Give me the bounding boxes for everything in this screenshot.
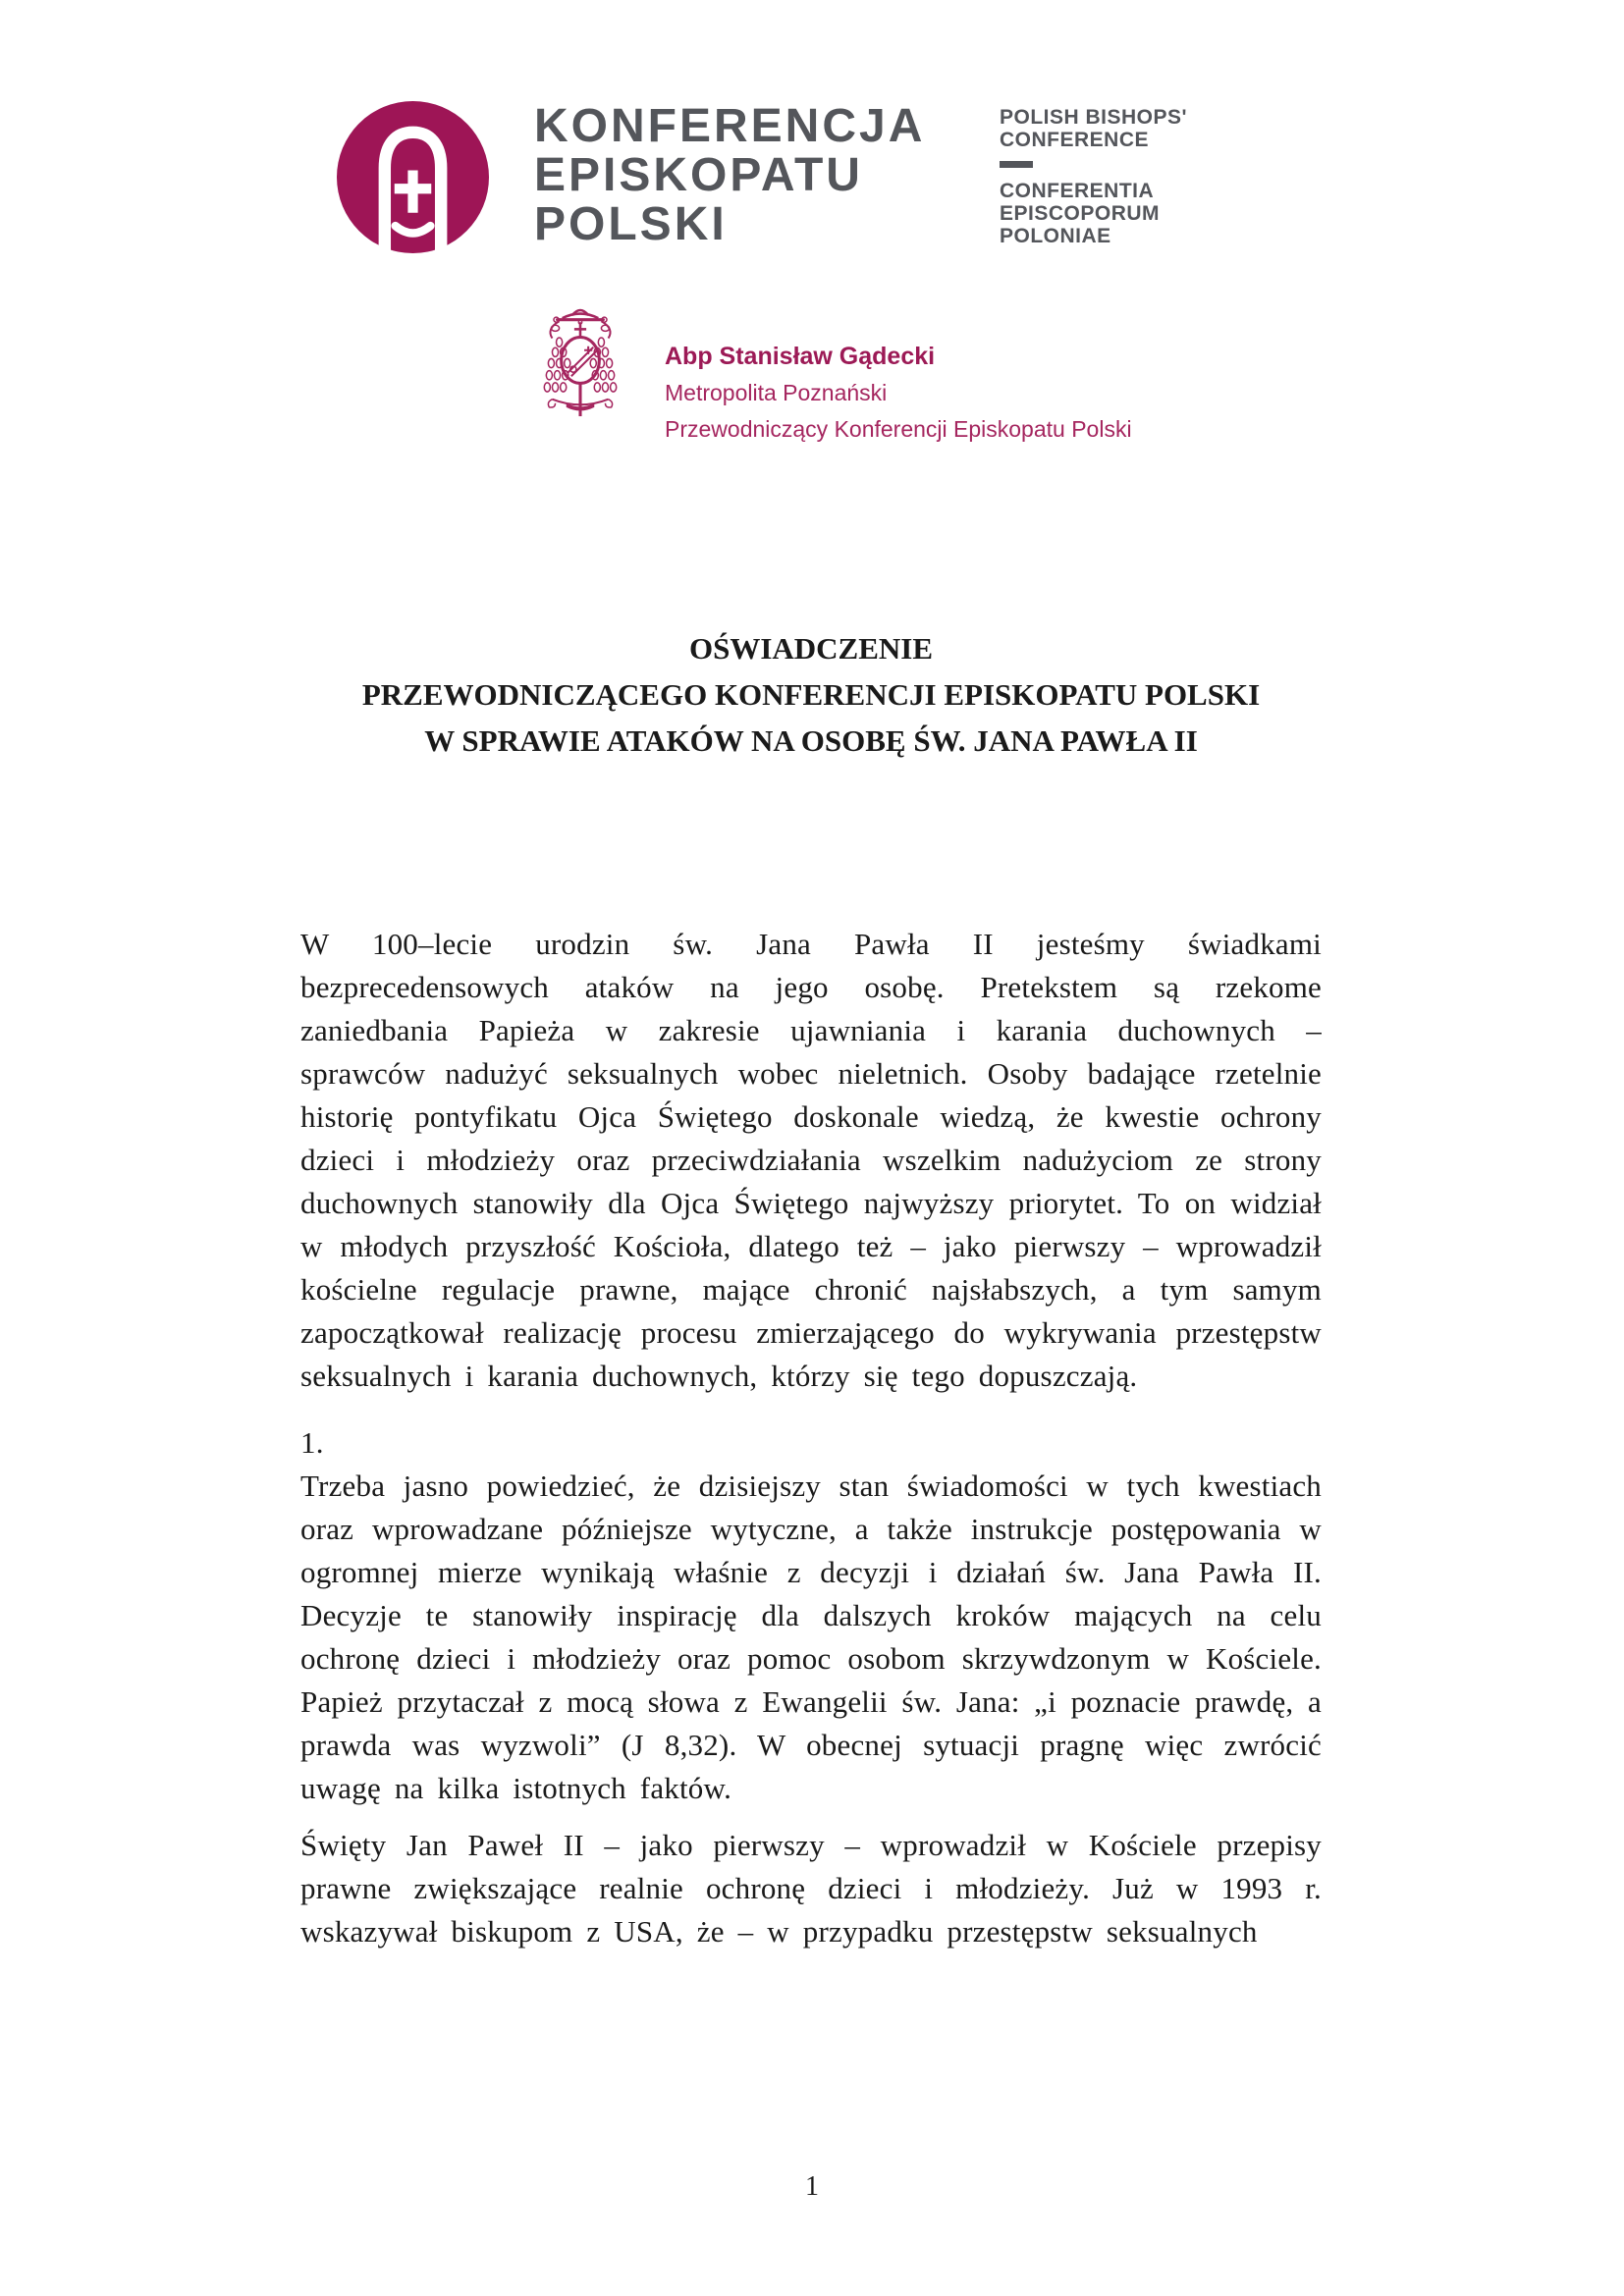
international-names-block (1000, 106, 1187, 247)
english-name-line: CONFERENCE (1000, 129, 1150, 151)
wordmark-line: POLSKI (534, 198, 728, 250)
byline-block (665, 339, 1132, 448)
divider-bar (1000, 161, 1033, 168)
title-line-2: PRZEWODNICZĄCEGO KONFERENCJI EPISKOPATU POLSKI (361, 677, 1261, 712)
author-role-1: Metropolita Poznański (665, 380, 888, 405)
latin-name-line: EPISCOPORUM (1000, 202, 1161, 225)
author-role-2: Przewodniczący Konferencji Episkopatu Polski (665, 416, 1132, 442)
wordmark-line: EPISKOPATU (534, 149, 863, 201)
episcopal-crest-icon (528, 302, 632, 422)
document-title (300, 625, 1322, 764)
latin-name-line: CONFERENTIA (1000, 180, 1155, 202)
title-line-3: W SPRAWIE ATAKÓW NA OSOBĘ ŚW. JANA PAWŁA II (424, 723, 1198, 758)
document-body (300, 923, 1322, 1953)
section1-paragraph-2: Święty Jan Paweł II – jako pierwszy – wprowadził w Kościele przepisy prawne zwiększające realnie ochronę dzieci i młodzieży. Już w 1993 r. wskazywał biskupom z USA, że – w przypadku przestępstw seksualnych (300, 1828, 1322, 1949)
brand-wordmark (534, 102, 925, 249)
latin-name-line: POLONIAE (1000, 225, 1111, 247)
wordmark-line: KONFERENCJA (534, 100, 926, 152)
page-number: 1 (805, 2171, 819, 2202)
author-name: Abp Stanisław Gądecki (665, 343, 936, 370)
section1-paragraph-1: Trzeba jasno powiedzieć, że dzisiejszy stan świadomości w tych kwestiach oraz wprowadzane późniejsze wytyczne, a także instrukcje postępowania w ogromnej mierze wynikają właśnie z decyzji i działań św. Jana Pawła II. Decyzje te stanowiły inspirację dla dalszych kroków mających na celu ochronę dzieci i młodzieży oraz pomoc osobom skrzywdzonym w Kościele. Papież przytaczał z mocą słowa z Ewangelii św. Jana: „i poznacie prawdę, a prawda was wyzwoli” (J 8,32). W obecnej sytuacji pragnę więc zwrócić uwagę na kilka istotnych faktów. (300, 1468, 1322, 1805)
title-line-1: OŚWIADCZENIE (688, 631, 934, 666)
section-number: 1. (300, 1425, 324, 1460)
kep-logo-icon (337, 101, 489, 253)
english-name-line: POLISH BISHOPS' (1000, 106, 1188, 129)
intro-paragraph: W 100–lecie urodzin św. Jana Pawła II jesteśmy świadkami bezprecedensowych ataków na jego osobę. Pretekstem są rzekome zaniedbania Papieża w zakresie ujawniania i karania duchownych – sprawców nadużyć seksualnych wobec nieletnich. Osoby badające rzetelnie historię pontyfikatu Ojca Świętego doskonale wiedzą, że kwestie ochrony dzieci i młodzieży oraz przeciwdziałania wszelkim nadużyciom ze strony duchownych stanowiły dla Ojca Świętego najwyższy priorytet. To on widział w młodych przyszłość Kościoła, dlatego też – jako pierwszy – wprowadził kościelne regulacje prawne, mające chronić najsłabszych, a tym samym zapoczątkował realizację procesu zmierzającego do wykrywania przestępstw seksualnych i karania duchownych, którzy się tego dopuszczają. (300, 927, 1322, 1393)
